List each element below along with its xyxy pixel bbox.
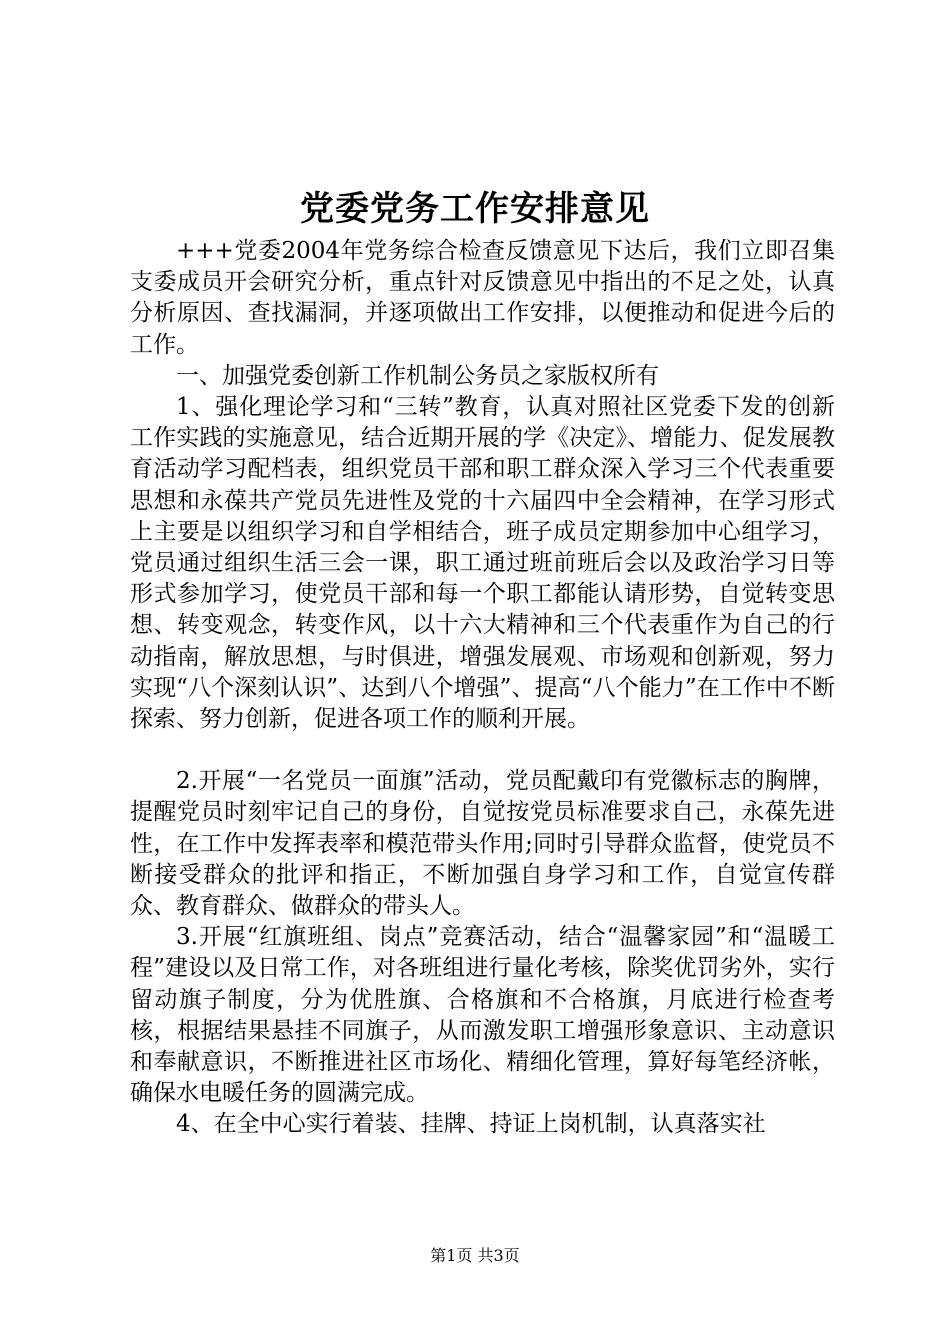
paragraph-item-2: 2.开展“一名党员一面旗”活动，党员配戴印有党徽标志的胸牌，提醒党员时刻牢记自己的身份，自觉按党员标准要求自己，永葆先进性，在工作中发挥表率和模范带头作用;同时引导群众监督，使党员不断接受群众的批评和指正，不断加强自身学习和工作，自觉宣传群众、教育群众、做群众的带头人。 <box>130 768 835 920</box>
paragraph-item-1: 1、强化理论学习和“三转”教育，认真对照社区党委下发的创新工作实践的实施意见，结合近期开展的学《决定》、增能力、促发展教育活动学习配档表，组织党员干部和职工群众深入学习三个代表重要思想和永葆共产党员先进性及党的十六届四中全会精神，在学习形式上主要是以组织学习和自学相结合，班子成员定期参加中心组学习，党员通过组织生活三会一课，职工通过班前班后会以及政治学习日等形式参加学习，使党员干部和每一个职工都能认请形势，自觉转变思想、转变观念，转变作风，以十六大精神和三个代表重作为自己的行动指南，解放思想，与时俱进，增强发展观、市场观和创新观，努力实现“八个深刻认识”、达到八个增强”、提高“八个能力”在工作中不断探索、努力创新，促进各项工作的顺利开展。 <box>130 394 835 733</box>
document-body <box>130 236 835 1141</box>
page-footer: 第1页 共3页 <box>430 1246 520 1265</box>
paragraph-item-4: 4、在全中心实行着装、挂牌、持证上岗机制，认真落实社 <box>176 1111 766 1138</box>
section-heading-1: 一、加强党委创新工作机制公务员之家版权所有 <box>176 362 659 389</box>
page-title: 党委党务工作安排意见 <box>300 189 650 229</box>
paragraph-item-3: 3.开展“红旗班组、岗点”竞赛活动，结合“温馨家园”和“温暖工程”建设以及日常工作，对各班组进行量化考核，除奖优罚劣外，实行留动旗子制度，分为优胜旗、合格旗和不合格旗，月底进行检查考核，根据结果悬挂不同旗子，从而激发职工增强形象意识、主动意识和奉献意识，不断推进社区市场化、精细化管理，算好每笔经济帐，确保水电暖任务的圆满完成。 <box>130 924 835 1107</box>
paragraph-intro: +++党委2004年党务综合检查反馈意见下达后，我们立即召集支委成员开会研究分析，重点针对反馈意见中指出的不足之处，认真分析原因、查找漏洞，并逐项做出工作安排，以便推动和促进今后的工作。 <box>130 238 835 358</box>
